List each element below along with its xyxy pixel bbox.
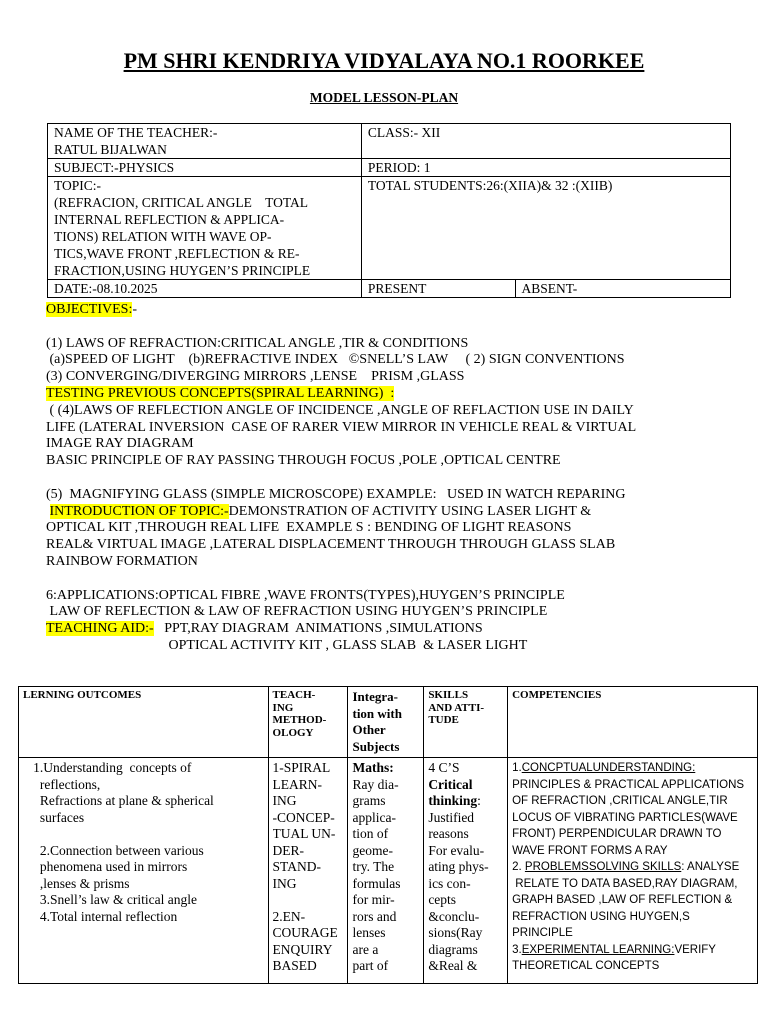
body-line: (5) MAGNIFYING GLASS (SIMPLE MICROSCOPE) EXAMPLE: USED IN WATCH REPARING	[46, 486, 626, 502]
body-line: BASIC PRINCIPLE OF RAY PASSING THROUGH FOCUS ,POLE ,OPTICAL CENTRE	[46, 453, 561, 469]
learning-outcomes-table	[18, 686, 758, 984]
header-text: tion with	[352, 705, 402, 721]
maths-colon: :	[389, 760, 394, 775]
header-text: SKILLS	[428, 689, 469, 701]
methodology-line	[273, 892, 344, 909]
topic-line: TOPIC:-	[54, 178, 102, 193]
skills-line: cepts	[428, 892, 457, 907]
aid-line	[46, 621, 746, 638]
methodology-line: LEARN-	[272, 776, 323, 792]
skills-bold-line	[428, 777, 503, 794]
competency-1-label: CONCPTUALUNDERSTANDING:	[521, 762, 696, 774]
methodology-line: ING	[272, 875, 297, 891]
intro-label: INTRODUCTION OF TOPIC:-	[49, 503, 229, 519]
header-skills	[424, 687, 508, 758]
lesson-info-table	[47, 123, 731, 298]
body-line: (a)SPEED OF LIGHT (b)REFRACTIVE INDEX ©SNELL’S LAW ( 2) SIGN CONVENTIONS	[46, 352, 625, 368]
outcome-line: 4.Total internal reflection	[23, 908, 178, 924]
body-line: IMAGE RAY DIAGRAM	[46, 436, 194, 452]
outcome-line: 2.Connection between various	[23, 842, 204, 858]
integration-line: geome-	[352, 842, 393, 858]
methodology-line: -CONCEP-	[272, 809, 335, 825]
competency-line: FRONT) PERPENDICULAR DRAWN TO	[512, 828, 722, 840]
class-cell: CLASS:- XII	[361, 124, 730, 159]
competency-line: RELATE TO DATA BASED,RAY DIAGRAM,	[512, 877, 738, 890]
teacher-label: NAME OF THE TEACHER:-	[54, 125, 218, 140]
objectives-line	[46, 302, 746, 319]
competency-3-label: EXPERIMENTAL LEARNING:	[521, 943, 675, 956]
topic-line: TIONS) RELATION WITH WAVE OP-	[54, 229, 272, 244]
header-text: Integra-	[352, 689, 398, 704]
header-competencies	[508, 687, 758, 758]
integration-line: tion of	[352, 826, 389, 841]
document-subtitle: MODEL LESSON-PLAN	[309, 90, 459, 105]
date-cell: DATE:-08.10.2025	[48, 280, 362, 298]
thinking-label: thinking	[428, 793, 478, 808]
methodology-line: BASED	[272, 958, 317, 973]
competency-line: OF REFRACTION ,CRITICAL ANGLE,TIR	[512, 795, 728, 807]
body-line: LAW OF REFLECTION & LAW OF REFRACTION USING HUYGEN’S PRINCIPLE	[46, 604, 548, 620]
competencies-cell	[508, 758, 758, 984]
competency-2-prefix: 2.	[512, 861, 525, 873]
integration-line: Ray dia-	[352, 776, 399, 792]
header-text: Other	[352, 722, 386, 737]
header-integration	[348, 687, 424, 758]
integration-line: try. The	[352, 859, 395, 874]
competency-2-rest: : ANALYSE	[681, 861, 740, 873]
body-line: (3) CONVERGING/DIVERGING MIRRORS ,LENSE PRISM ,GLASS	[46, 369, 465, 385]
skills-line: diagrams	[428, 941, 478, 957]
integration-line: are a	[352, 941, 379, 957]
skills-line: reasons	[428, 826, 469, 841]
competency-line: THEORETICAL CONCEPTS	[512, 960, 660, 972]
competency-3-rest: VERIFY	[674, 943, 716, 956]
integration-line: lenses	[352, 925, 386, 940]
testing-line	[46, 386, 746, 403]
outcome-line	[23, 826, 264, 843]
outcome-line: phenomena used in mirrors	[23, 859, 188, 874]
outcome-line: 3.Snell’s law & critical angle	[23, 892, 197, 907]
body-line: 6:APPLICATIONS:OPTICAL FIBRE ,WAVE FRONTS(TYPES),HUYGEN’S PRINCIPLE	[46, 587, 565, 603]
skills-line: &conclu-	[428, 908, 480, 924]
outcome-line: ,lenses & prisms	[23, 875, 130, 891]
header-teaching-methodology	[268, 687, 348, 758]
skills-line: ating phys-	[428, 859, 489, 874]
body-line: OPTICAL KIT ,THROUGH REAL LIFE EXAMPLE S : BENDING OF LIGHT REASONS	[46, 520, 572, 536]
skills-line: For evalu-	[428, 842, 485, 858]
intro-line	[46, 504, 746, 521]
total-students-cell: TOTAL STUDENTS:26:(XIIA)& 32 :(XIIB)	[361, 177, 730, 280]
period-cell: PERIOD: 1	[361, 159, 730, 177]
header-learning-outcomes	[19, 687, 269, 758]
absent-cell: ABSENT-	[515, 280, 730, 298]
methodology-line: DER-	[272, 842, 305, 858]
aid-rest: PPT,RAY DIAGRAM ANIMATIONS ,SIMULATIONS	[153, 621, 483, 637]
outcome-line: Refractions at plane & spherical	[23, 793, 214, 808]
integration-line: applica-	[352, 809, 396, 825]
integration-head	[352, 760, 419, 777]
intro-rest: DEMONSTRATION OF ACTIVITY USING LASER LIGHT &	[228, 503, 592, 519]
skills-line: ics con-	[428, 875, 471, 891]
skills-line: Justified	[428, 809, 475, 825]
objectives-label: OBJECTIVES:	[46, 302, 133, 317]
integration-line: for mir-	[352, 892, 395, 907]
body-line: (1) LAWS OF REFRACTION:CRITICAL ANGLE ,TIR & CONDITIONS	[46, 335, 469, 351]
school-title: PM SHRI KENDRIYA VIDYALAYA NO.1 ROORKEE	[123, 48, 645, 73]
header-text: ING	[272, 701, 294, 714]
aid-label: TEACHING AID:-	[46, 621, 154, 637]
methodology-line: STAND-	[272, 859, 321, 874]
methodology-line: 1-SPIRAL	[272, 760, 331, 775]
outcome-line: 1.Understanding concepts of	[23, 760, 192, 775]
testing-label: TESTING PREVIOUS CONCEPTS(SPIRAL LEARNING) :	[46, 385, 395, 401]
methodology-line: TUAL UN-	[272, 826, 336, 841]
critical-label: Critical	[428, 776, 473, 792]
topic-line: FRACTION,USING HUYGEN’S PRINCIPLE	[54, 263, 311, 278]
topic-cell	[48, 177, 362, 280]
header-text: LERNING OUTCOMES	[23, 689, 142, 701]
integration-line: part of	[352, 958, 389, 973]
body-line: REAL& VIRTUAL IMAGE ,LATERAL DISPLACEMENT THROUGH THROUGH GLASS SLAB	[46, 537, 616, 553]
methodology-cell	[268, 758, 348, 984]
header-text: TEACH-	[272, 689, 316, 701]
outcome-line: surfaces	[23, 809, 85, 825]
body-line: ( (4)LAWS OF REFLECTION ANGLE OF INCIDENCE ,ANGLE OF REFLACTION USE IN DAILY	[46, 402, 634, 418]
teacher-cell	[48, 124, 362, 159]
present-cell: PRESENT	[361, 280, 515, 298]
integration-line: formulas	[352, 875, 401, 891]
integration-line: grams	[352, 793, 386, 808]
competency-3-head	[512, 942, 753, 959]
methodology-line: 2.EN-	[272, 908, 306, 924]
skills-line: sions(Ray	[428, 925, 483, 940]
skills-line: &Real &	[428, 958, 478, 973]
header-text: METHOD-	[272, 714, 327, 726]
header-text: AND ATTI-	[428, 701, 485, 714]
competency-line: PRINCIPLES & PRACTICAL APPLICATIONS	[512, 778, 745, 791]
competency-line: GRAPH BASED ,LAW OF REFLECTION &	[512, 894, 733, 906]
competency-2-head	[512, 859, 753, 876]
integration-cell	[348, 758, 424, 984]
topic-line: TICS,WAVE FRONT ,REFLECTION & RE-	[54, 246, 300, 261]
body-line: LIFE (LATERAL INVERSION CASE OF RARER VIEW MIRROR IN VEHICLE REAL & VIRTUAL	[46, 419, 637, 435]
lesson-body	[46, 302, 746, 655]
outcomes-cell	[19, 758, 269, 984]
maths-label: Maths	[352, 760, 390, 775]
body-line: RAINBOW FORMATION	[46, 553, 198, 569]
competency-line: LOCUS OF VIBRATING PARTICLES(WAVE	[512, 811, 738, 824]
skills-bold-line: thinking:	[428, 793, 481, 808]
competency-line: REFRACTION USING HUYGEN,S	[512, 910, 690, 923]
methodology-line: ING	[272, 793, 297, 808]
teacher-name: RATUL BIJALWAN	[54, 142, 167, 157]
competency-line: WAVE FRONT FORMS A RAY	[512, 844, 668, 857]
skills-cell	[424, 758, 508, 984]
objectives-suffix: -	[132, 302, 138, 317]
skills-line: 4 C’S	[428, 760, 460, 775]
outcome-line: reflections,	[23, 776, 101, 792]
body-line: OPTICAL ACTIVITY KIT , GLASS SLAB & LASER LIGHT	[46, 637, 528, 653]
header-text: TUDE	[428, 714, 459, 726]
topic-line: (REFRACION, CRITICAL ANGLE TOTAL	[54, 195, 309, 210]
integration-line: rors and	[352, 908, 397, 924]
competency-3-prefix: 3.	[512, 943, 522, 956]
header-text: OLOGY	[272, 726, 314, 739]
competency-1-head: 1.CONCPTUALUNDERSTANDING:	[512, 762, 696, 774]
header-text: Subjects	[352, 738, 400, 754]
competency-line: PRINCIPLE	[512, 927, 573, 939]
competency-2-label: PROBLEMSSOLVING SKILLS	[524, 861, 682, 873]
methodology-line: COURAGE	[272, 925, 338, 940]
methodology-line: ENQUIRY	[272, 941, 333, 957]
topic-line: INTERNAL REFLECTION & APPLICA-	[54, 212, 285, 227]
header-text: COMPETENCIES	[512, 689, 602, 701]
subject-cell: SUBJECT:-PHYSICS	[48, 159, 362, 177]
